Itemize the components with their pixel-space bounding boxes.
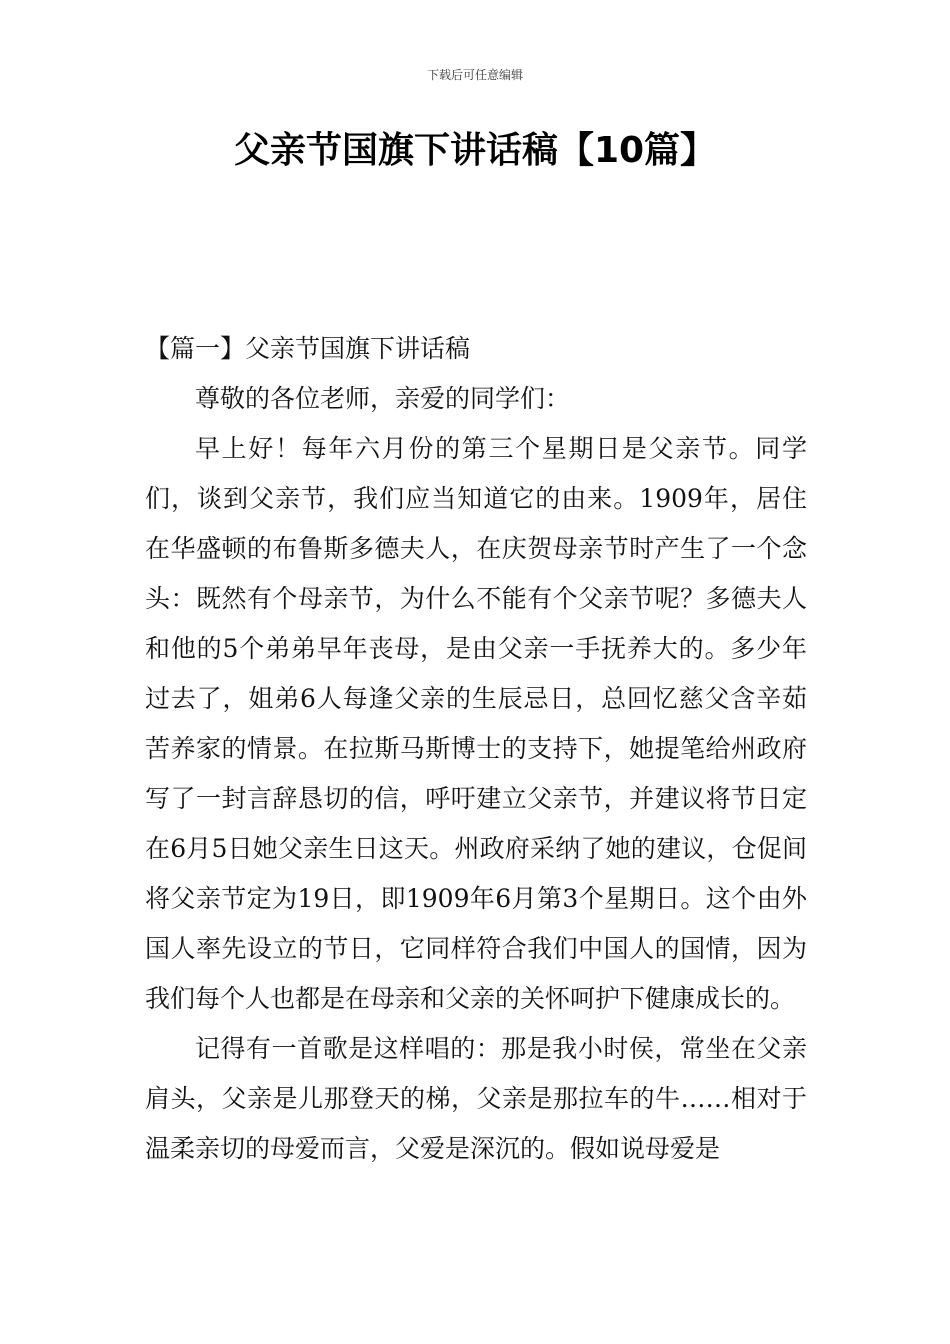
document-body bbox=[145, 324, 807, 1174]
body-paragraph: 早上好！每年六月份的第三个星期日是父亲节。同学们，谈到父亲节，我们应当知道它的由来。1909年，居住在华盛顿的布鲁斯多德夫人，在庆贺母亲节时产生了一个念头：既然有个母亲节，为什么不能有个父亲节呢？多德夫人和他的5个弟弟早年丧母，是由父亲一手抚养大的。多少年过去了，姐弟6人每逢父亲的生辰忌日，总回忆慈父含辛茹苦养家的情景。在拉斯马斯博士的支持下，她提笔给州政府写了一封言辞恳切的信，呼吁建立父亲节，并建议将节日定在6月5日她父亲生日这天。州政府采纳了她的建议，仓促间将父亲节定为19日，即1909年6月第3个星期日。这个由外国人率先设立的节日，它同样符合我们中国人的国情，因为我们每个人也都是在母亲和父亲的关怀呵护下健康成长的。 bbox=[145, 434, 807, 1013]
salutation-paragraph: 尊敬的各位老师，亲爱的同学们： bbox=[195, 384, 571, 413]
header-note: 下载后可任意编辑 bbox=[426, 68, 523, 82]
section-heading: 【篇一】父亲节国旗下讲话稿 bbox=[145, 334, 471, 363]
document-title: 父亲节国旗下讲话稿【10篇】 bbox=[233, 130, 717, 171]
body-paragraph: 记得有一首歌是这样唱的：那是我小时侯，常坐在父亲肩头，父亲是儿那登天的梯，父亲是那拉车的牛……相对于温柔亲切的母爱而言，父爱是深沉的。假如说母爱是 bbox=[145, 1034, 807, 1163]
